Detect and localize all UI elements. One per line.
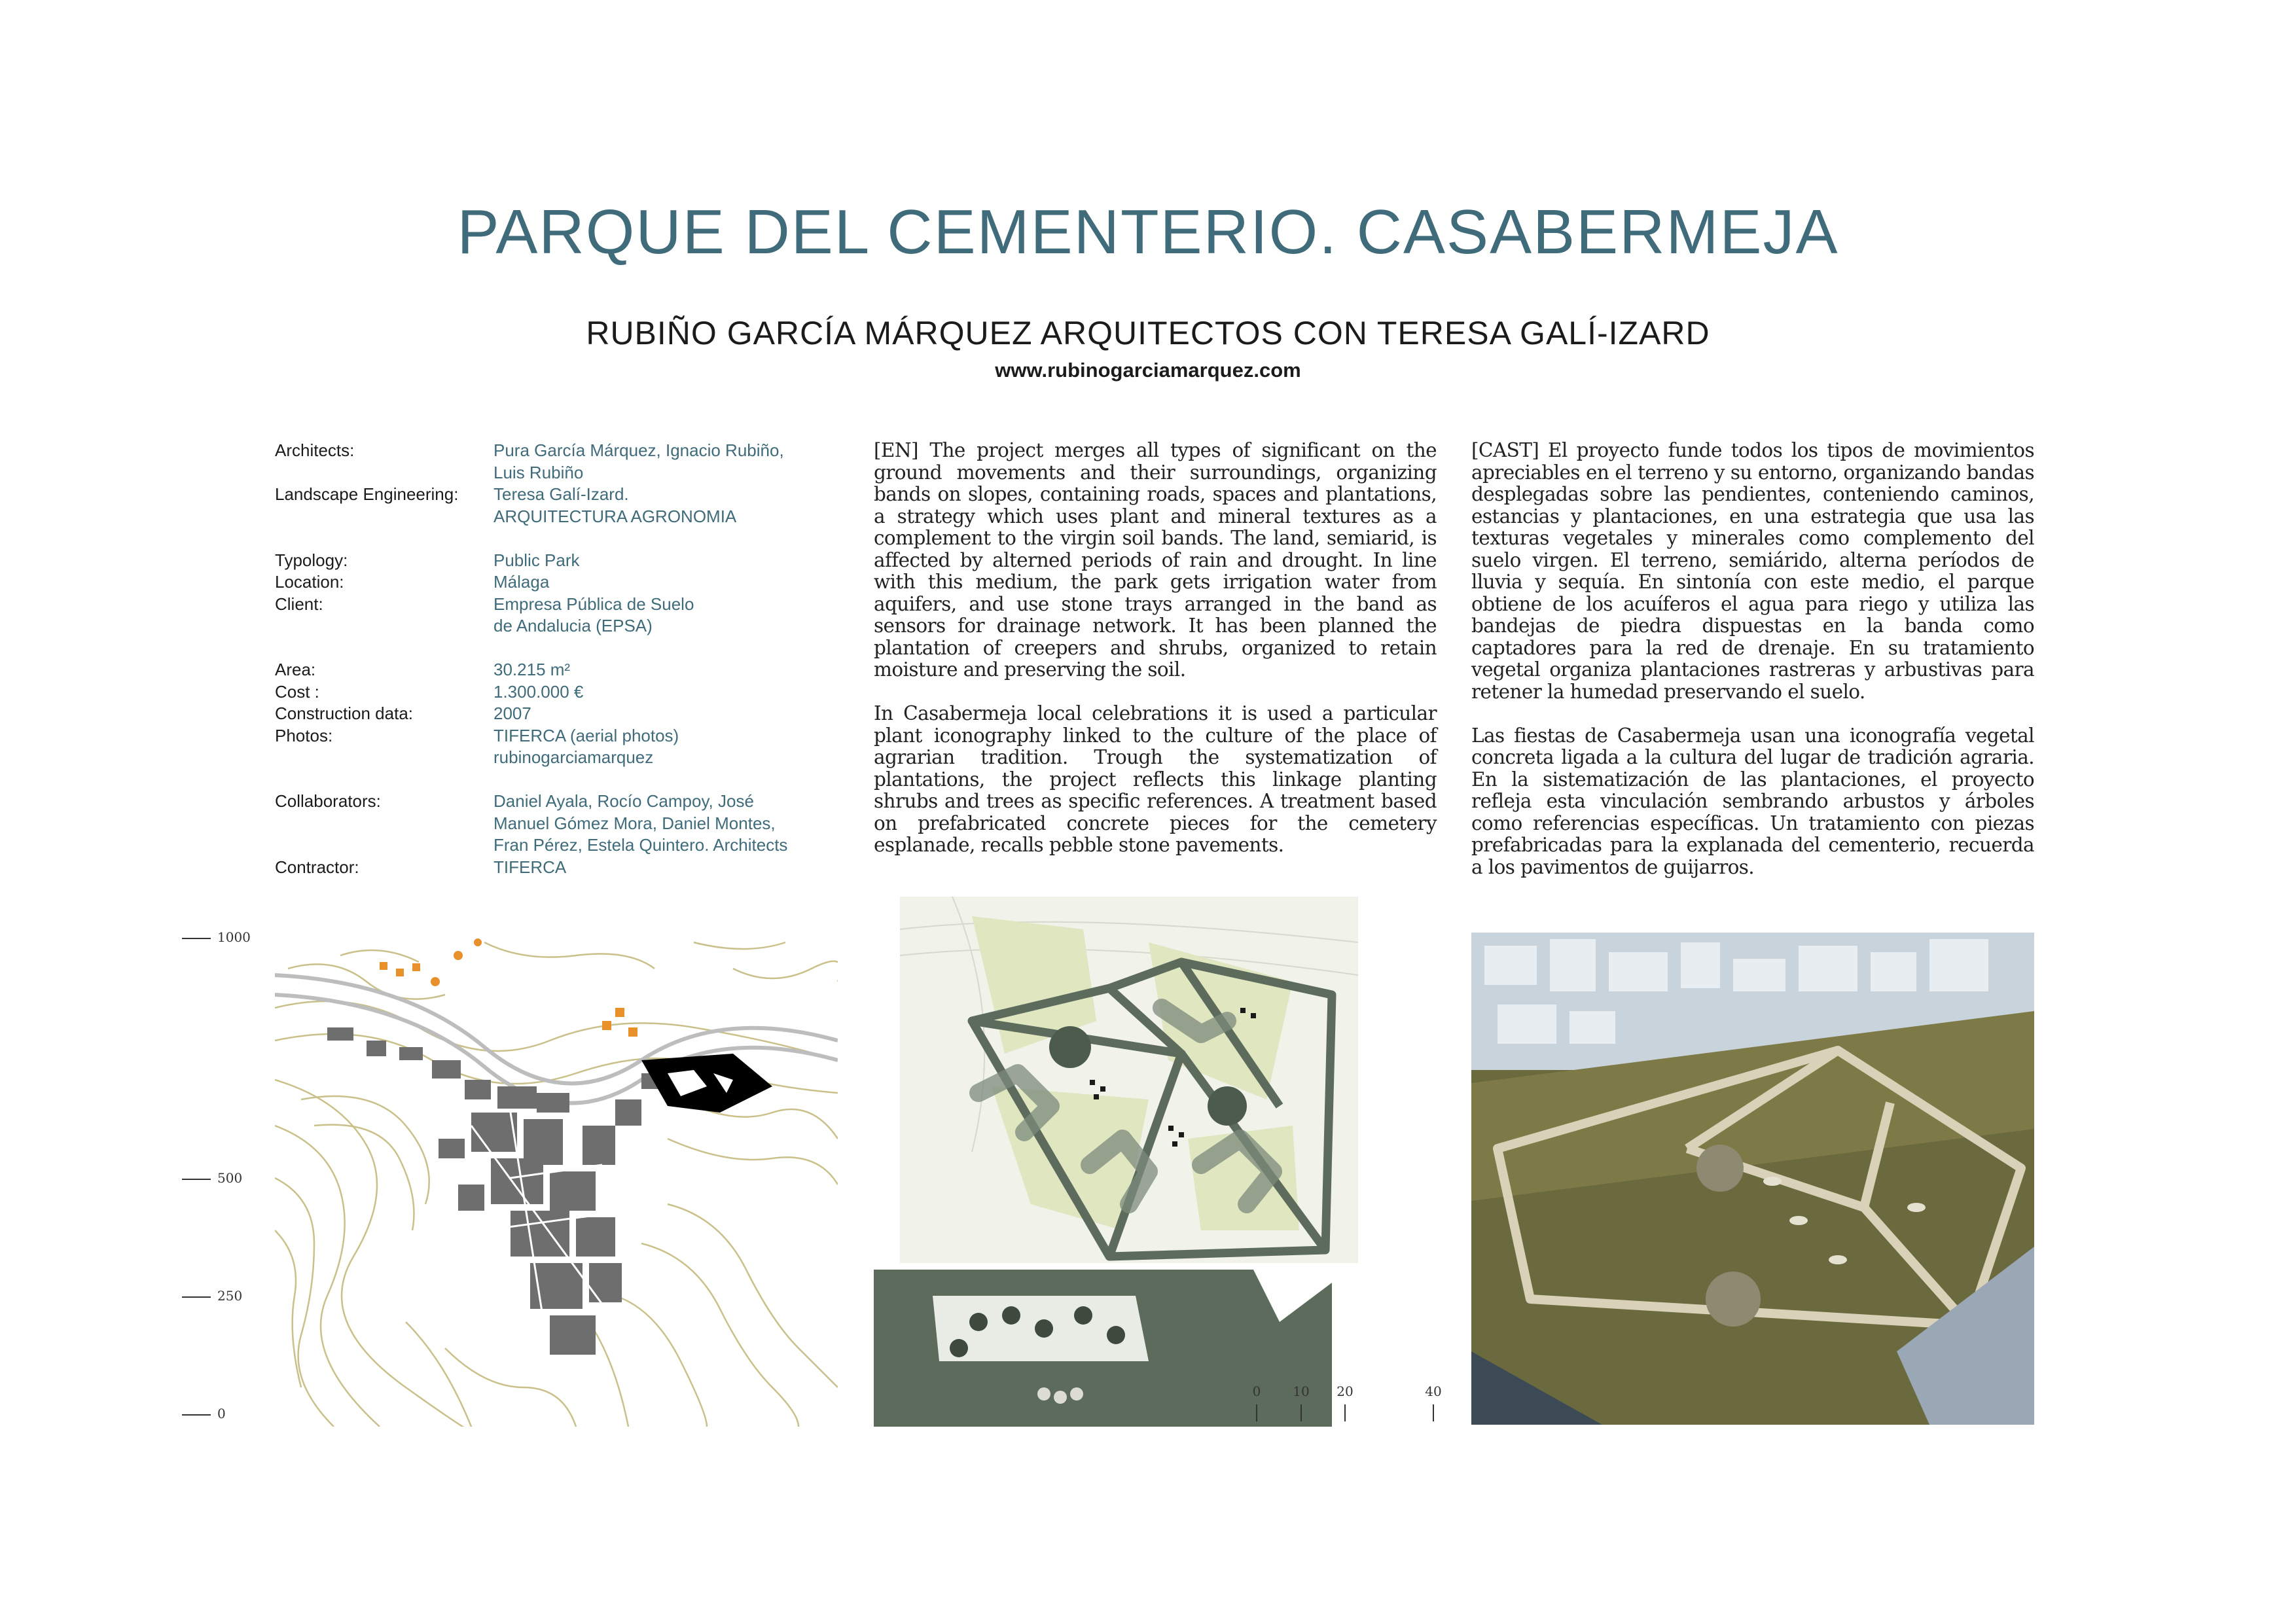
location-value: Málaga: [493, 572, 550, 592]
english-text: [874, 440, 1437, 878]
scale-h-0: 0: [1252, 1383, 1261, 1399]
landscape-value: Teresa Galí-Izard.: [493, 484, 629, 504]
page-subtitle: RUBIÑO GARCÍA MÁRQUEZ ARQUITECTOS CON TERESA GALÍ-IZARD: [586, 315, 1710, 351]
architects-value: Pura García Márquez, Ignacio Rubiño,: [493, 440, 784, 460]
location-label: Location:: [275, 572, 344, 592]
spanish-text: [1471, 440, 2034, 901]
collaborators-value-cont-1: Manuel Gómez Mora, Daniel Montes,: [493, 813, 776, 833]
typology-label: Typology:: [275, 550, 348, 570]
cost-value: 1.300.000 €: [493, 681, 584, 702]
town-site-map: [275, 929, 838, 1427]
area-label: Area:: [275, 660, 316, 679]
spanish-paragraph-2: Las fiestas de Casabermeja usan una iconografía vegetal concreta ligada a la cultura del lugar de tradición agraria. En la sistematización de las plantaciones, el proyecto refleja esta vinculación sembrando arbustos y árboles como referencias específicas. Un tratamiento con piezas prefabricadas para la explanada del cementerio, recuerda a los pavimentos de guijarros.: [1471, 724, 2034, 878]
aerial-photo: [1471, 933, 2034, 1425]
client-value: Empresa Pública de Suelo: [493, 594, 694, 614]
scale-0: 0: [217, 1406, 226, 1421]
park-plan: [874, 890, 1365, 1427]
photos-value: TIFERCA (aerial photos): [493, 725, 679, 745]
scale-h-10: 10: [1293, 1383, 1310, 1399]
landscape-label: Landscape Engineering:: [275, 484, 459, 504]
project-info: [275, 440, 825, 878]
architects-label: Architects:: [275, 440, 355, 460]
photos-label: Photos:: [275, 725, 333, 745]
spanish-paragraph-1: [CAST] El proyecto funde todos los tipos de movimientos apreciables en el terreno y su entorno, organizando bandas desplegadas sobre las pendientes, conteniendo caminos, estancias y plantaciones, en una estrategia que usa las texturas vegetales y minerales como complemento del suelo virgen. El terreno, semiárido, alterna períodos de lluvia y sequía. En sintonía con este medio, el parque obtiene de los acuíferos el agua para riego y utiliza las bandejas de piedra dispuestas en la banda como captadores para la red de drenaje. En su tratamiento vegetal organiza plantaciones rastreras y arbustivas para retener la humedad preservando el suelo.: [1471, 439, 2034, 703]
collaborators-value-cont-2: Fran Pérez, Estela Quintero. Architects: [493, 835, 788, 855]
contractor-label: Contractor:: [275, 857, 359, 877]
website-link[interactable]: www.rubinogarciamarquez.com: [995, 359, 1301, 382]
scale-1000: 1000: [217, 929, 251, 945]
typology-value: Public Park: [493, 550, 580, 570]
scale-250: 250: [217, 1288, 243, 1304]
client-label: Client:: [275, 594, 323, 614]
collaborators-label: Collaborators:: [275, 791, 381, 811]
contractor-value: TIFERCA: [493, 857, 567, 877]
landscape-value-cont: ARQUITECTURA AGRONOMIA: [493, 506, 737, 526]
photos-value-cont: rubinogarciamarquez: [493, 747, 654, 767]
construction-value: 2007: [493, 704, 531, 723]
client-value-cont: de Andalucia (EPSA): [493, 616, 653, 635]
area-value: 30.215 m²: [493, 660, 571, 679]
scale-h-20: 20: [1336, 1383, 1354, 1399]
english-paragraph-2: In Casabermeja local celebrations it is used a particular plant iconography linked to the culture of the place of agrarian tradition. Trough the systematization of plantations, the project reflects this linkage planting shrubs and trees as specific references. A treatment based on prefabricated concrete pieces for the cemetery esplanade, recalls pebble stone pavements.: [874, 702, 1437, 856]
scale-h-40: 40: [1425, 1383, 1442, 1399]
cost-label: Cost :: [275, 681, 319, 702]
horizontal-scale: [1244, 1383, 1440, 1423]
page-title: PARQUE DEL CEMENTERIO. CASABERMEJA: [457, 197, 1839, 267]
scale-500: 500: [217, 1170, 243, 1186]
english-paragraph-1: [EN] The project merges all types of significant on the ground movements and their surroundings, organizing bands on slopes, containing roads, spaces and plantations, a strategy which uses plant and mineral textures as a complement to the virgin soil bands. The land, semiarid, is affected by alterned periods of rain and drought. In line with this medium, the park gets irrigation water from aquifers, and use stone trays arranged in the band as sensors for drainage network. It has been planned the plantation of creepers and shrubs, organized to retain moisture and preserving the soil.: [874, 439, 1437, 681]
collaborators-value: Daniel Ayala, Rocío Campoy, José: [493, 791, 754, 811]
construction-label: Construction data:: [275, 704, 414, 723]
architects-value-cont: Luis Rubiño: [493, 462, 584, 482]
